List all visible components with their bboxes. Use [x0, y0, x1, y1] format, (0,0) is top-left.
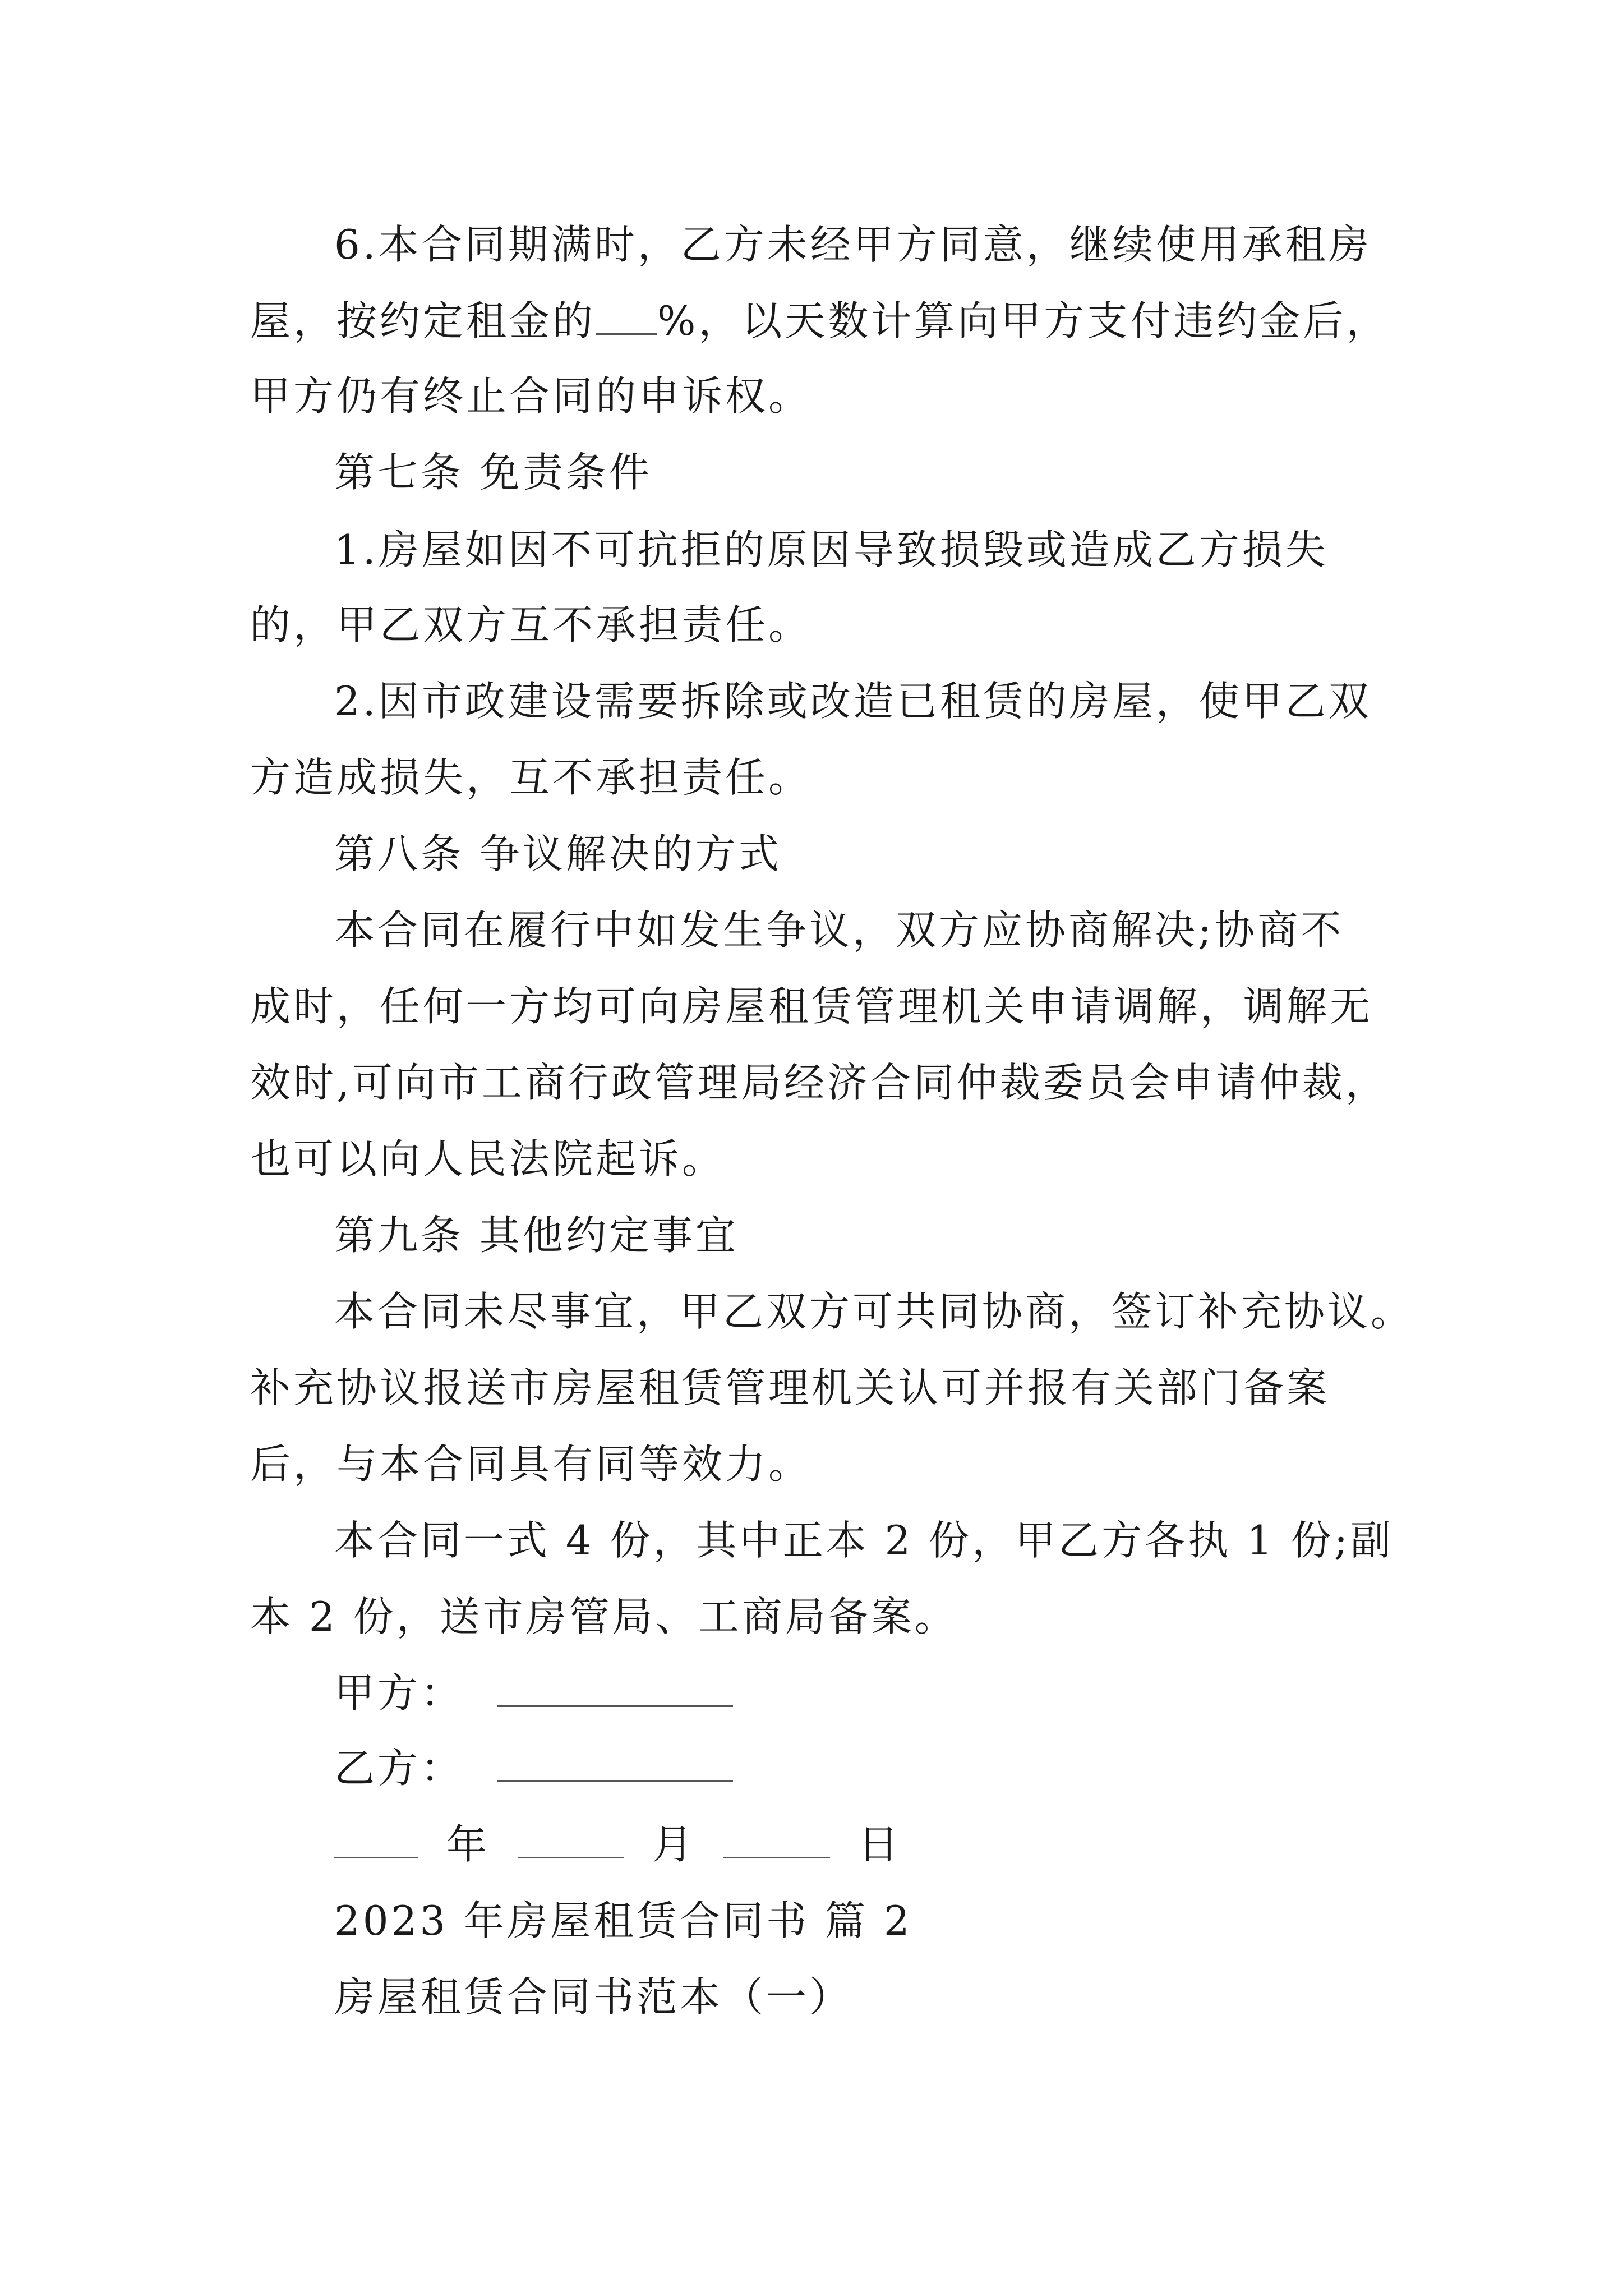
paragraph-line: 甲方仍有终止合同的申诉权。	[250, 372, 812, 420]
paragraph-line: 本 2 份，送市房管局、工商局备案。	[250, 1593, 958, 1640]
paragraph-line: 6.本合同期满时，乙方未经甲方同意，继续使用承租房	[334, 221, 1372, 268]
section-heading: 第九条 其他约定事宜	[334, 1212, 739, 1259]
year-blank	[334, 1823, 418, 1858]
party-b-signature	[334, 1740, 733, 1796]
paragraph-text: %，以天数计算向甲方支付违约金后，	[657, 297, 1390, 344]
paragraph-line: 方造成损失，互不承担责任。	[250, 754, 812, 801]
paragraph-line: 补充协议报送市房屋租赁管理机关认可并报有关部门备案	[250, 1364, 1330, 1411]
paragraph-text: 屋，按约定租金的	[250, 297, 596, 344]
section-heading: 第七条 免责条件	[334, 449, 652, 496]
month-label: 月	[652, 1821, 696, 1868]
paragraph-line: 2.因市政建设需要拆除或改造已租赁的房屋，使甲乙双	[334, 678, 1372, 725]
paragraph-line: 后，与本合同具有同等效力。	[250, 1441, 812, 1488]
paragraph-line	[250, 293, 1389, 349]
sample-heading: 房屋租赁合同书范本（一）	[334, 1973, 853, 2021]
party-b-blank	[497, 1747, 733, 1782]
section-heading: 第八条 争议解决的方式	[334, 830, 782, 877]
paragraph-line: 本合同一式 4 份，其中正本 2 份，甲乙方各执 1 份;副	[334, 1517, 1394, 1564]
day-blank	[723, 1823, 830, 1858]
party-a-blank	[497, 1672, 733, 1707]
part-heading: 2023 年房屋租赁合同书 篇 2	[334, 1897, 912, 1944]
paragraph-line: 本合同未尽事宜，甲乙双方可共同协商，签订补充协议。	[334, 1288, 1414, 1335]
paragraph-line: 也可以向人民法院起诉。	[250, 1135, 726, 1182]
day-label: 日	[858, 1821, 902, 1868]
date-line	[334, 1816, 901, 1872]
paragraph-line: 的，甲乙双方互不承担责任。	[250, 601, 812, 648]
party-a-signature	[334, 1665, 733, 1721]
paragraph-line: 1.房屋如因不可抗拒的原因导致损毁或造成乙方损失	[334, 526, 1329, 573]
paragraph-line: 成时，任何一方均可向房屋租赁管理机关申请调解，调解无	[250, 983, 1373, 1030]
paragraph-line: 本合同在履行中如发生争议，双方应协商解决;协商不	[334, 907, 1344, 954]
paragraph-line: 效时,可向市工商行政管理局经济合同仲裁委员会申请仲裁，	[250, 1059, 1389, 1106]
party-b-label: 乙方：	[334, 1745, 464, 1792]
fill-blank	[596, 300, 657, 335]
year-label: 年	[446, 1821, 490, 1868]
month-blank	[518, 1823, 624, 1858]
party-a-label: 甲方：	[334, 1669, 464, 1717]
